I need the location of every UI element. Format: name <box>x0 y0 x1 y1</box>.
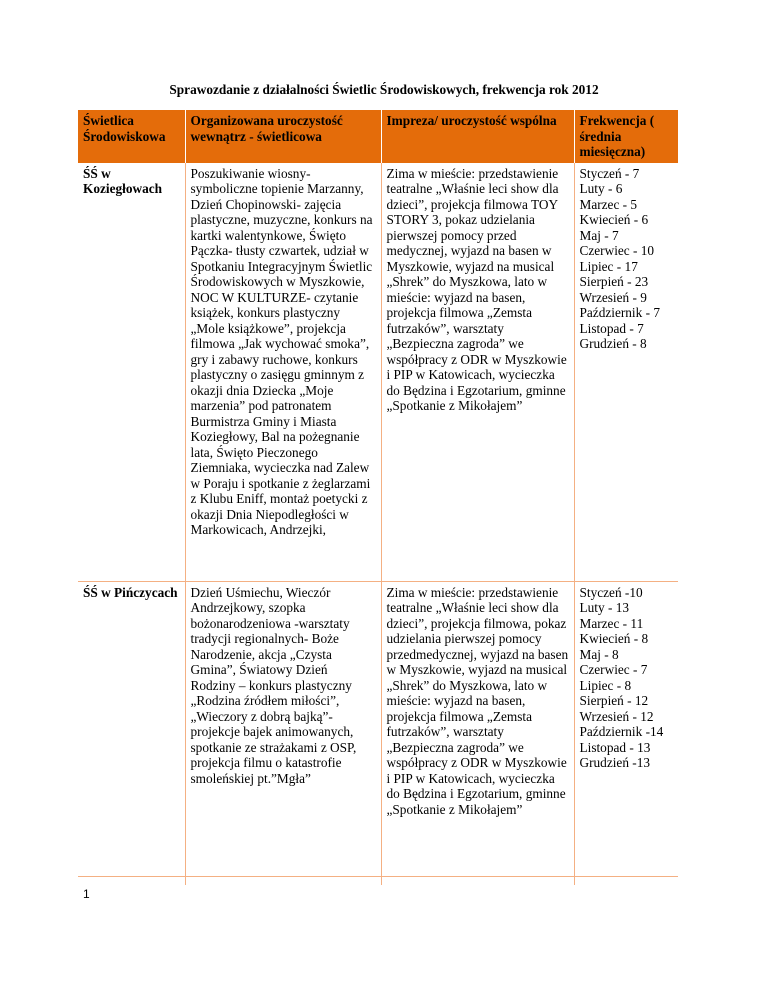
attendance-month: Marzec - 5 <box>579 196 638 212</box>
attendance-month: Kwiecień - 6 <box>579 212 649 227</box>
attendance-month: Lipiec - 8 <box>579 677 632 693</box>
attendance-month: Grudzień -13 <box>579 755 651 770</box>
attendance-month: Czerwiec - 10 <box>579 243 655 258</box>
attendance-month: Maj - 7 <box>579 227 619 243</box>
shared-events-cell: Zima w mieście: przedstawienie teatralne „Właśnie leci show dla dzieci”, projekcja filmowa, pokaz udzielania pierwszej pomocy przedmedycznej, wyjazd na basen w Myszkowie, wyjazd na musical „Shrek” do Myszkowa, lato w mieście: wyjazd na basen, projekcja filmowa „Zemsta futrzaków”, warsztaty „Bezpieczna zagroda” we współpracy z ODR w Myszkowie i PIP w Katowicach, wycieczka do Będzina i Egzotarium, gminne „Spotkanie z Mikołajem” <box>381 581 574 885</box>
page-number: 1 <box>83 887 90 901</box>
attendance-month: Marzec - 11 <box>579 615 644 631</box>
table-header-row <box>78 110 678 163</box>
attendance-month: Maj - 8 <box>579 646 619 662</box>
attendance-month: Listopad - 13 <box>579 739 651 755</box>
internal-events-cell: Poszukiwanie wiosny- symboliczne topienie Marzanny, Dzień Chopinowski- zajęcia plastyczne, muzyczne, konkurs na kartki walentynkowe, Święto Pączka- tłusty czwartek, udział w Spotkaniu Integracyjnym Świetlic Środowiskowych w Myszkowie, NOC W KULTURZE- czytanie książek, konkurs plastyczny „Mole książkowe”, projekcja filmowa „Jak wychować smoka”, gry i zabawy ruchowe, konkurs plastyczny o zasięgu gminnym z okazji dnia Dziecka „Moje marzenia” pod patronatem Burmistrza Gminy i Miasta Koziegłowy, Bal na pożegnanie lata, Święto Pieczonego Ziemniaka, wycieczka nad Zalew w Poraju i spotkanie z żeglarzami z Klubu Eniff, montaż poetycki z okazji Dnia Niepodległości w Markowicach, Andrzejki, <box>185 163 381 582</box>
table-row <box>78 163 678 582</box>
attendance-month: Kwiecień - 8 <box>579 631 649 646</box>
attendance-month: Wrzesień - 12 <box>579 708 654 724</box>
attendance-month: Luty - 6 <box>579 181 623 196</box>
attendance-month: Sierpień - 12 <box>579 693 649 708</box>
attendance-month: Wrzesień - 9 <box>579 289 647 305</box>
attendance-month: Lipiec - 17 <box>579 258 638 274</box>
attendance-month: Październik -14 <box>579 724 664 739</box>
document-title: Sprawozdanie z działalności Świetlic Środowiskowych, frekwencja rok 2012 <box>169 82 599 97</box>
attendance-month: Czerwiec - 7 <box>579 662 648 677</box>
facility-name: ŚŚ w Koziegłowach <box>78 163 185 582</box>
facility-name: ŚŚ w Pińczycach <box>83 584 178 600</box>
table-row <box>78 581 678 885</box>
attendance-cell <box>574 581 678 885</box>
internal-events-cell: Dzień Uśmiechu, Wieczór Andrzejkowy, szopka bożonarodzeniowa -warsztaty tradycji regionalnych- Boże Narodzenie, akcja „Czysta Gmina”, Światowy Dzień Rodziny – konkurs plastyczny „Rodzina źródłem miłości”, „Wieczory z dobrą bajką”- projekcje bajek animowanych, spotkanie ze strażakami z OSP, projekcja filmu o katastrofie smoleńskiej pt.”Mgła” <box>185 581 381 885</box>
report-table <box>78 110 678 885</box>
attendance-month: Listopad - 7 <box>579 320 644 336</box>
attendance-month: Styczeń -10 <box>579 584 643 600</box>
attendance-month: Sierpień - 23 <box>579 274 649 289</box>
header-internal-event: Organizowana uroczystość wewnątrz - świetlicowa <box>185 110 381 163</box>
header-facility: Świetlica Środowiskowa <box>78 110 185 163</box>
table-bottom-border <box>78 876 678 877</box>
shared-events-cell: Zima w mieście: przedstawienie teatralne „Właśnie leci show dla dzieci”, projekcja filmowa TOY STORY 3, pokaz udzielania pierwszej pomocy przed medycznej, wyjazd na basen w Myszkowie, wyjazd na musical „Shrek” do Myszkowa, lato w mieście: wyjazd na basen, projekcja filmowa „Zemsta futrzaków”, warsztaty „Bezpieczna zagroda” we współpracy z ODR w Myszkowie i PIP w Katowicach, wycieczka do Będzina i Egzotarium, gminne „Spotkanie z Mikołajem” <box>381 163 574 582</box>
attendance-cell <box>574 163 678 582</box>
attendance-month: Luty - 13 <box>579 600 629 615</box>
attendance-month: Grudzień - 8 <box>579 336 647 351</box>
attendance-month: Styczeń - 7 <box>579 165 640 181</box>
header-shared-event: Impreza/ uroczystość wspólna <box>381 110 574 163</box>
attendance-month: Październik - 7 <box>579 305 660 320</box>
header-attendance: Frekwencja ( średnia miesięczna) <box>574 110 678 163</box>
